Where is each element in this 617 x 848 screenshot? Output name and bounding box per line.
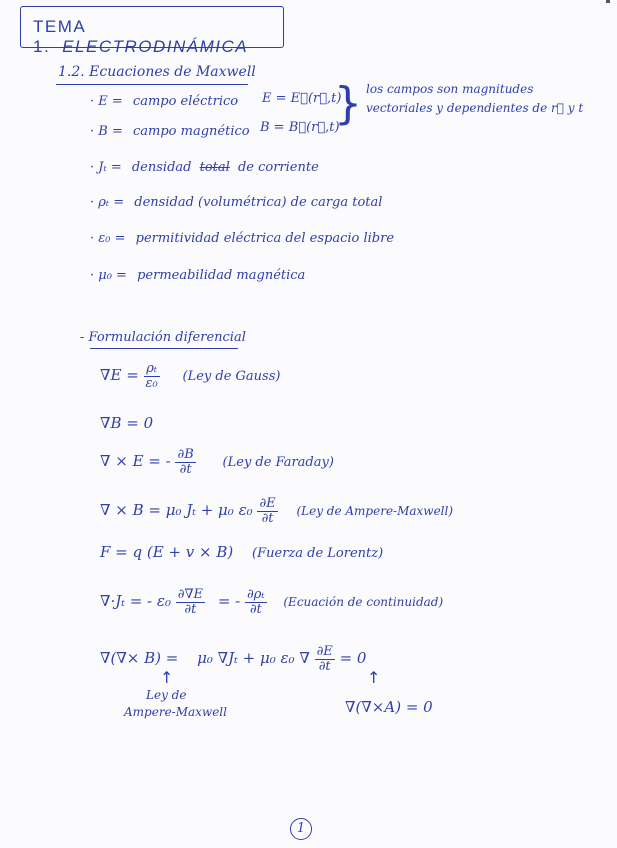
- eq-divcurl-tail: = 0: [339, 649, 367, 668]
- eq-gauss: [100, 362, 280, 390]
- eq-ampere-num: ∂E: [259, 496, 276, 511]
- eq-continuity-num2: ∂ρₜ: [247, 587, 265, 602]
- brace-note-line1: los campos son magnitudes: [366, 82, 534, 96]
- eq-gauss-den: ε₀: [145, 375, 158, 391]
- right-brace: }: [334, 78, 362, 129]
- eq-faraday-den: ∂t: [179, 461, 192, 477]
- section-heading: 1.2. Ecuaciones de Maxwell: [58, 64, 256, 80]
- subsection-heading: - Formulación diferencial: [80, 330, 246, 345]
- def-rho: [90, 195, 382, 210]
- scan-speck: [606, 0, 610, 3]
- eq-continuity-frac1: [176, 588, 205, 616]
- label-left-line1: Ley de: [146, 688, 187, 702]
- eq-continuity-den2: ∂t: [249, 601, 262, 617]
- label-right: ∇(∇×A) = 0: [345, 698, 433, 716]
- page-number: 1: [290, 818, 312, 840]
- def-mu-desc: permeabilidad magnética: [137, 268, 306, 283]
- subsection-underline: [90, 348, 238, 349]
- title-tema: TEMA 1.: [33, 17, 86, 56]
- eq-continuity-lhs: ∇·Jₜ = - ε₀: [100, 592, 171, 611]
- def-b-sym: · B =: [90, 124, 123, 139]
- title-text: [33, 17, 283, 57]
- eq-divcurl-den: ∂t: [318, 658, 331, 674]
- eq-divb: ∇B = 0: [100, 414, 154, 432]
- label-left-line2: Ampere-Maxwell: [124, 705, 227, 719]
- eq-ampere-frac: [257, 497, 277, 525]
- eq-ampere-lhs: ∇ × B = μ₀ Jₜ + μ₀ ε₀: [100, 501, 253, 520]
- eq-continuity-mid: = -: [217, 592, 241, 611]
- up-arrow-left-icon: ↑: [160, 668, 174, 687]
- eq-gauss-lhs: ∇E =: [100, 366, 139, 385]
- eq-faraday-note: (Ley de Faraday): [222, 455, 334, 471]
- eq-divcurl-num: ∂E: [316, 644, 333, 659]
- eq-divcurl-rhs: μ₀ ∇Jₜ + μ₀ ε₀ ∇: [197, 649, 310, 668]
- def-e-sym: · E =: [90, 94, 123, 109]
- def-b-vec: B = B⃗(r⃗,t): [260, 120, 340, 135]
- eq-continuity: [100, 588, 443, 616]
- up-arrow-right-icon: ↑: [367, 668, 381, 687]
- eq-continuity-frac2: [245, 588, 267, 616]
- eq-gauss-frac: [144, 362, 160, 390]
- def-j: [90, 160, 319, 175]
- def-j-desc2: de corriente: [237, 160, 319, 175]
- eq-lorentz-text: F = q (E + v × B): [100, 543, 234, 561]
- def-mu: [90, 268, 305, 283]
- section-underline: [56, 84, 248, 85]
- def-e-desc: campo eléctrico: [132, 94, 239, 109]
- def-eps-sym: · ε₀ =: [90, 231, 126, 246]
- def-b: [90, 124, 250, 139]
- def-rho-sym: · ρₜ =: [90, 195, 125, 210]
- eq-divcurl: [100, 645, 366, 673]
- eq-continuity-note: (Ecuación de continuidad): [283, 595, 444, 610]
- def-e-vec: E = E⃗(r⃗,t): [262, 91, 342, 106]
- eq-lorentz-note: (Fuerza de Lorentz): [252, 546, 384, 561]
- eq-divcurl-frac: [315, 645, 335, 673]
- eq-faraday: [100, 448, 334, 476]
- eq-gauss-note: (Ley de Gauss): [182, 369, 281, 385]
- eq-lorentz: [100, 543, 383, 561]
- title-box: [20, 6, 284, 56]
- eq-ampere: [100, 497, 453, 525]
- def-j-struck: total: [199, 160, 230, 175]
- eq-continuity-num1: ∂∇E: [177, 587, 204, 602]
- eq-ampere-note: (Ley de Ampere-Maxwell): [296, 504, 454, 519]
- def-j-sym: · Jₜ =: [90, 160, 122, 175]
- eq-faraday-frac: [175, 448, 195, 476]
- def-eps-desc: permitividad eléctrica del espacio libre: [135, 231, 395, 246]
- eq-faraday-lhs: ∇ × E = -: [100, 452, 171, 471]
- def-e: [90, 94, 238, 109]
- eq-faraday-num: ∂B: [177, 447, 194, 462]
- def-rho-desc: densidad (volumétrica) de carga total: [134, 195, 383, 210]
- eq-divcurl-lhs: ∇(∇× B) =: [100, 649, 179, 668]
- def-b-desc: campo magnético: [132, 124, 250, 139]
- def-j-desc: densidad: [131, 160, 192, 175]
- def-eps: [90, 231, 394, 246]
- eq-gauss-num: ρₜ: [144, 362, 160, 377]
- def-mu-sym: · μ₀ =: [90, 268, 127, 283]
- brace-note-line2: vectoriales y dependientes de r⃗ y t: [366, 101, 584, 115]
- eq-continuity-den1: ∂t: [184, 601, 197, 617]
- eq-ampere-den: ∂t: [261, 510, 274, 526]
- title-subject: ELECTRODINÁMICA: [62, 37, 249, 56]
